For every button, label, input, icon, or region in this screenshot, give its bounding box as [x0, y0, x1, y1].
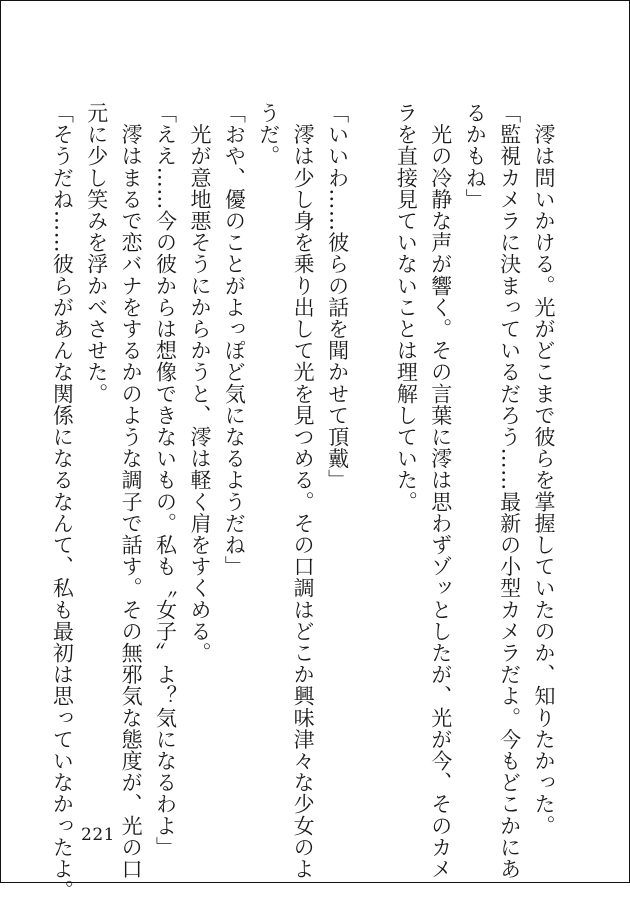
text-line: 澪は問いかける。光がどこまで彼らを掌握していたのか、知りたかった。: [532, 102, 556, 837]
text-line: うだ。: [256, 102, 281, 167]
text-line: ラを直接見ていないことは理解していた。: [394, 102, 419, 513]
blank-line: [355, 102, 389, 822]
text-line: 澪はまるで恋バナをするかのような調子で話す。その無邪気な態度が、光の口: [119, 102, 144, 880]
text-line: 元に少し笑みを浮かべさせた。: [84, 102, 109, 405]
text-line: 光が意地悪そうにからかうと、澪は軽く肩をすくめる。: [187, 102, 212, 664]
text-line: 「監視カメラに決まっているだろう……最新の小型カメラだよ。今もどこかにあ: [497, 102, 522, 880]
text-line: るかもね」: [463, 102, 488, 210]
text-line: 「いいわ……彼らの話を聞かせて頂戴」: [325, 102, 350, 491]
text-line: 「そうだね……彼らがあんな関係になるなんて、私も最初は思っていなかったよ。: [50, 102, 75, 901]
page-number: 221: [81, 825, 115, 845]
text-line: 澪は少し身を乗り出して光を見つめる。その口調はどこか興味津々な少女のよ: [291, 102, 316, 880]
text-line: 光の冷静な声が響く。その言葉に澪は思わずゾッとしたが、光が今、そのカメ: [428, 102, 453, 880]
text-line: 「ええ……今の彼からは想像できないもの。私も〝女子〟よ？気になるわよ」: [153, 102, 178, 858]
text-line: 「おや、優のことがよっぽど気になるようだね」: [222, 102, 247, 578]
